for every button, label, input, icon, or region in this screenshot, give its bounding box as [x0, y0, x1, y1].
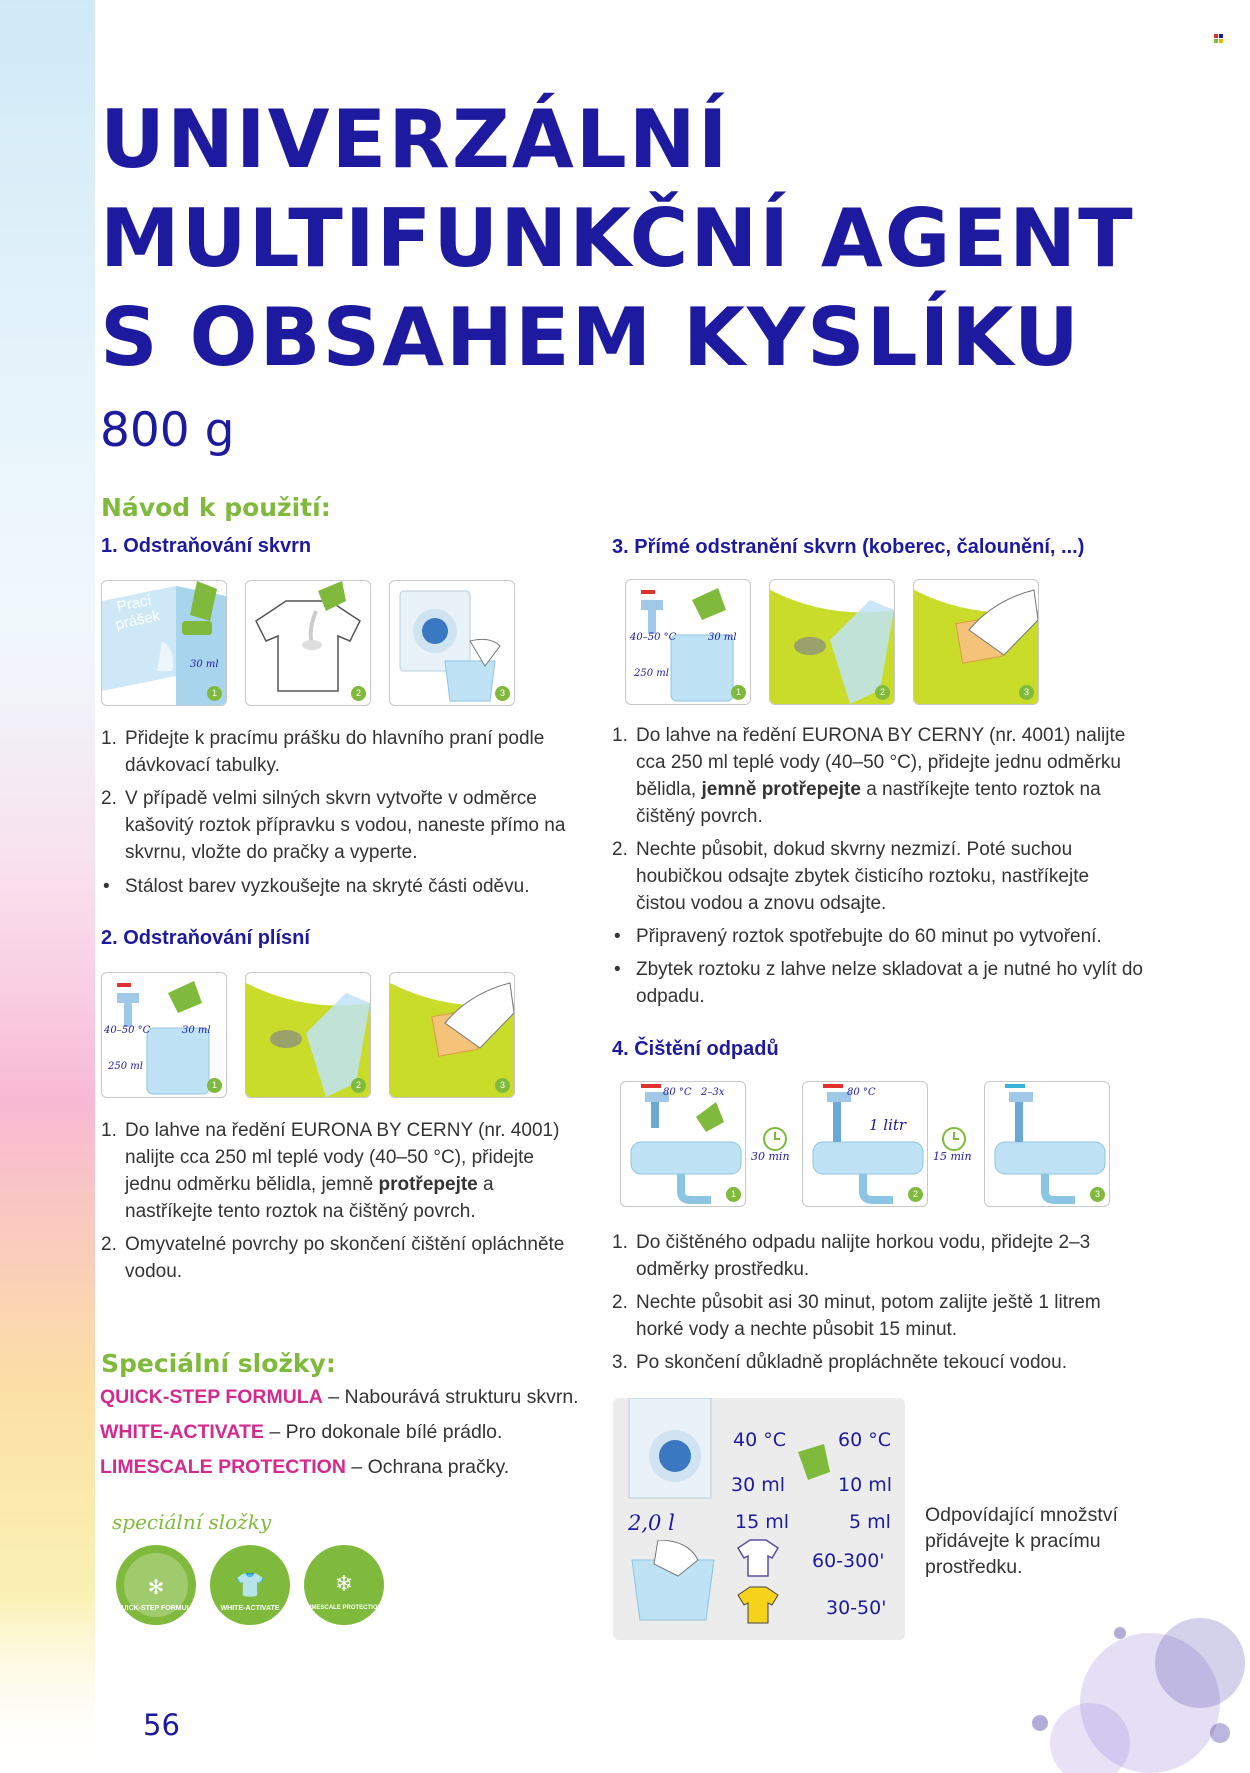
section4-image-1 — [620, 1081, 746, 1207]
colored-shirt-icon — [736, 1585, 780, 1625]
step-number: 3. — [612, 1352, 628, 1373]
snowflake-icon: ✻ — [147, 1577, 165, 1599]
step-number-badge: 2 — [908, 1187, 923, 1202]
dose-ml-15: 15 ml — [735, 1511, 790, 1533]
section1-image-1 — [101, 580, 227, 706]
section1-images — [101, 580, 515, 706]
section2-images — [101, 972, 515, 1098]
dose-temp-60: 60 °C — [838, 1429, 891, 1451]
section3-images — [625, 579, 1039, 705]
top-right-logo-mark — [1214, 34, 1224, 44]
step-text: Nechte působit asi 30 minut, potom zalijte ještě 1 litrem horké vody a nechte působit 15 minut. — [636, 1292, 1101, 1340]
special-heading: Speciální složky: — [101, 1349, 336, 1378]
step-number: 1. — [101, 1120, 117, 1141]
title-line-1: UNIVERZÁLNÍ — [100, 93, 730, 186]
step-text: Přidejte k pracímu prášku do hlavního praní podle dávkovací tabulky. — [125, 728, 545, 776]
section1-notes — [101, 873, 571, 906]
section4-step-1 — [612, 1229, 1152, 1283]
section4-heading: 4. Čištění odpadů — [612, 1038, 779, 1060]
step-number-badge: 1 — [731, 685, 746, 700]
dose-ml-10: 10 ml — [838, 1474, 893, 1496]
special-item — [100, 1450, 579, 1485]
section2-image-2 — [245, 972, 371, 1098]
step-number-badge: 1 — [207, 686, 222, 701]
special-item-desc: – Nabourává strukturu skvrn. — [322, 1386, 579, 1408]
measure-label: 30 ml — [182, 1025, 211, 1036]
step-number-badge: 3 — [1090, 1187, 1105, 1202]
section2-heading: 2. Odstraňování plísní — [101, 927, 310, 949]
powder-label: Prací prášek — [113, 591, 162, 634]
special-item — [100, 1380, 579, 1415]
section1-heading: 1. Odstraňování skvrn — [101, 535, 312, 557]
temperature-label: 40–50 °C — [630, 632, 677, 643]
section2-step-2 — [101, 1231, 571, 1285]
step-text: Do lahve na ředění EURONA BY CERNY (nr. 4001) nalijte cca 250 ml teplé vody (40–50 °C), přidejte jednu odměrku bělidla, — [636, 725, 1126, 800]
section4-step-2 — [612, 1289, 1152, 1343]
step-number: 2. — [612, 839, 628, 860]
step-number-badge: 2 — [351, 1078, 366, 1093]
step-number-badge: 3 — [495, 686, 510, 701]
left-color-splash — [0, 0, 110, 1773]
section4-image-3 — [984, 1081, 1110, 1207]
section3-image-1 — [625, 579, 751, 705]
section1-image-3 — [389, 580, 515, 706]
section3-note: • Zbytek roztoku z lahve nelze skladovat a je nutné ho vylít do odpadu. — [612, 956, 1152, 1010]
step-number-badge: 1 — [207, 1078, 222, 1093]
section2-step-1 — [101, 1117, 571, 1225]
step-number-badge: 3 — [495, 1078, 510, 1093]
shirt-icon: 👕 — [235, 1572, 265, 1599]
white-activate-badge — [210, 1545, 290, 1625]
dose-ml-30: 30 ml — [731, 1474, 786, 1496]
product-weight: 800 g — [100, 403, 235, 458]
section2-steps — [101, 1117, 571, 1291]
section2-image-3 — [389, 972, 515, 1098]
step-text-bold: protřepejte — [378, 1174, 478, 1195]
step-number: 2. — [101, 1234, 117, 1255]
quick-step-badge — [116, 1545, 196, 1625]
section3-image-2 — [769, 579, 895, 705]
section2-image-1 — [101, 972, 227, 1098]
special-item-name: WHITE-ACTIVATE — [100, 1421, 264, 1443]
measuring-cup-icon — [794, 1440, 834, 1484]
section3-heading: 3. Přímé odstranění skvrn (koberec, čalounění, ...) — [612, 536, 1085, 558]
washing-machine-icon — [625, 1398, 715, 1500]
section1-steps — [101, 725, 571, 872]
volume-label: 250 ml — [634, 668, 669, 679]
step-number-badge: 3 — [1019, 685, 1034, 700]
hand-wash-volume: 2,0 l — [628, 1511, 675, 1535]
section1-step-2 — [101, 785, 571, 866]
step-text: Omyvatelné povrchy po skončení čištění opláchněte vodou. — [125, 1234, 565, 1282]
limescale-badge — [304, 1545, 384, 1625]
snowflake-icon: ❄ — [334, 1571, 354, 1596]
special-item-desc: – Pro dokonale bílé prádlo. — [263, 1421, 503, 1443]
special-item-desc: – Ochrana pračky. — [345, 1456, 510, 1478]
hand-wash-basin-icon — [628, 1540, 718, 1624]
step-number-badge: 2 — [875, 685, 890, 700]
step-text-end: a nastříkejte tento roztok na čištěný povrch. — [125, 1174, 494, 1222]
section3-image-3 — [913, 579, 1039, 705]
product-title — [100, 90, 1135, 387]
step-text: Do čištěného odpadu nalijte horkou vodu, přidejte 2–3 odměrky prostředku. — [636, 1232, 1091, 1280]
section3-note: • Připravený roztok spotřebujte do 60 minut po vytvoření. — [612, 923, 1152, 950]
repeat-label: 2–3x — [701, 1087, 725, 1098]
section3-step-1 — [612, 722, 1142, 830]
step-number-badge: 1 — [726, 1187, 741, 1202]
title-line-2: MULTIFUNKČNÍ AGENT — [100, 192, 1135, 285]
step-number-badge: 2 — [351, 686, 366, 701]
step-number: 2. — [612, 1292, 628, 1313]
section1-image-2 — [245, 580, 371, 706]
special-badges-title: speciální složky — [112, 1510, 272, 1534]
step-text: Do lahve na ředění EURONA BY CERNY (nr. 4001) nalijte cca 250 ml teplé vody (40–50 °C), přidejte jednu odměrku bělidla, jemně — [125, 1120, 560, 1195]
instructions-heading: Návod k použití: — [101, 493, 331, 522]
step-number: 1. — [101, 728, 117, 749]
dose-temp-40: 40 °C — [733, 1429, 786, 1451]
temperature-label: 80 °C — [663, 1087, 692, 1098]
section4-step-3 — [612, 1349, 1152, 1376]
special-item — [100, 1415, 579, 1450]
step-text: Po skončení důkladně propláchněte tekoucí vodou. — [636, 1352, 1067, 1373]
step-text-bold: jemně protřepejte — [701, 779, 861, 800]
white-shirt-icon — [736, 1538, 780, 1578]
badge-label: LIMESCALE PROTECTION — [306, 1605, 382, 1611]
badge-label: QUICK-STEP FORMULA — [116, 1605, 196, 1612]
step-text-end: a nastříkejte tento roztok na čištěný povrch. — [636, 779, 1101, 827]
bottom-right-splash — [920, 1573, 1250, 1773]
section1-note: • Stálost barev vyzkoušejte na skryté části oděvu. — [101, 873, 571, 900]
section4-steps — [612, 1229, 1152, 1382]
dosing-note: Odpovídající množství přidávejte k pracímu prostředku. — [925, 1504, 1118, 1578]
measure-label: 30 ml — [190, 659, 219, 670]
section3-notes — [612, 923, 1152, 1016]
section4-images — [620, 1081, 1110, 1207]
step-number: 2. — [101, 788, 117, 809]
section3-step-2 — [612, 836, 1142, 917]
step-text: Nechte působit, dokud skvrny nezmizí. Poté suchou houbičkou odsajte zbytek čisticího roztoku, nastříkejte čistou vodou a znovu odsajte. — [636, 839, 1090, 914]
section4-image-2 — [802, 1081, 928, 1207]
step-number: 1. — [612, 1232, 628, 1253]
title-line-3: S OBSAHEM KYSLÍKU — [100, 291, 1081, 384]
dose-time-white: 60-300' — [812, 1550, 885, 1572]
temperature-label: 80 °C — [847, 1087, 876, 1098]
wait-time-label: 30 min — [751, 1150, 790, 1163]
liter-label: 1 litr — [869, 1116, 907, 1134]
measure-label: 30 ml — [708, 632, 737, 643]
step-number: 1. — [612, 725, 628, 746]
clock-icon — [762, 1126, 788, 1152]
volume-label: 250 ml — [108, 1061, 143, 1072]
step-text: V případě velmi silných skvrn vytvořte v odměrce kašovitý roztok přípravku s vodou, naneste přímo na skvrnu, vložte do pračky a vyperte. — [125, 788, 566, 863]
badge-label: WHITE-ACTIVATE — [220, 1605, 280, 1612]
clock-icon — [941, 1126, 967, 1152]
wait-time-label: 15 min — [933, 1150, 972, 1163]
dose-ml-5: 5 ml — [849, 1511, 891, 1533]
temperature-label: 40–50 °C — [104, 1025, 151, 1036]
special-item-name: LIMESCALE PROTECTION — [100, 1456, 346, 1478]
special-ingredients-list — [100, 1380, 579, 1485]
section1-step-1 — [101, 725, 571, 779]
dose-time-colored: 30-50' — [826, 1597, 887, 1619]
special-item-name: QUICK-STEP FORMULA — [100, 1386, 323, 1408]
page-number: 56 — [143, 1708, 180, 1742]
section3-steps — [612, 722, 1142, 923]
